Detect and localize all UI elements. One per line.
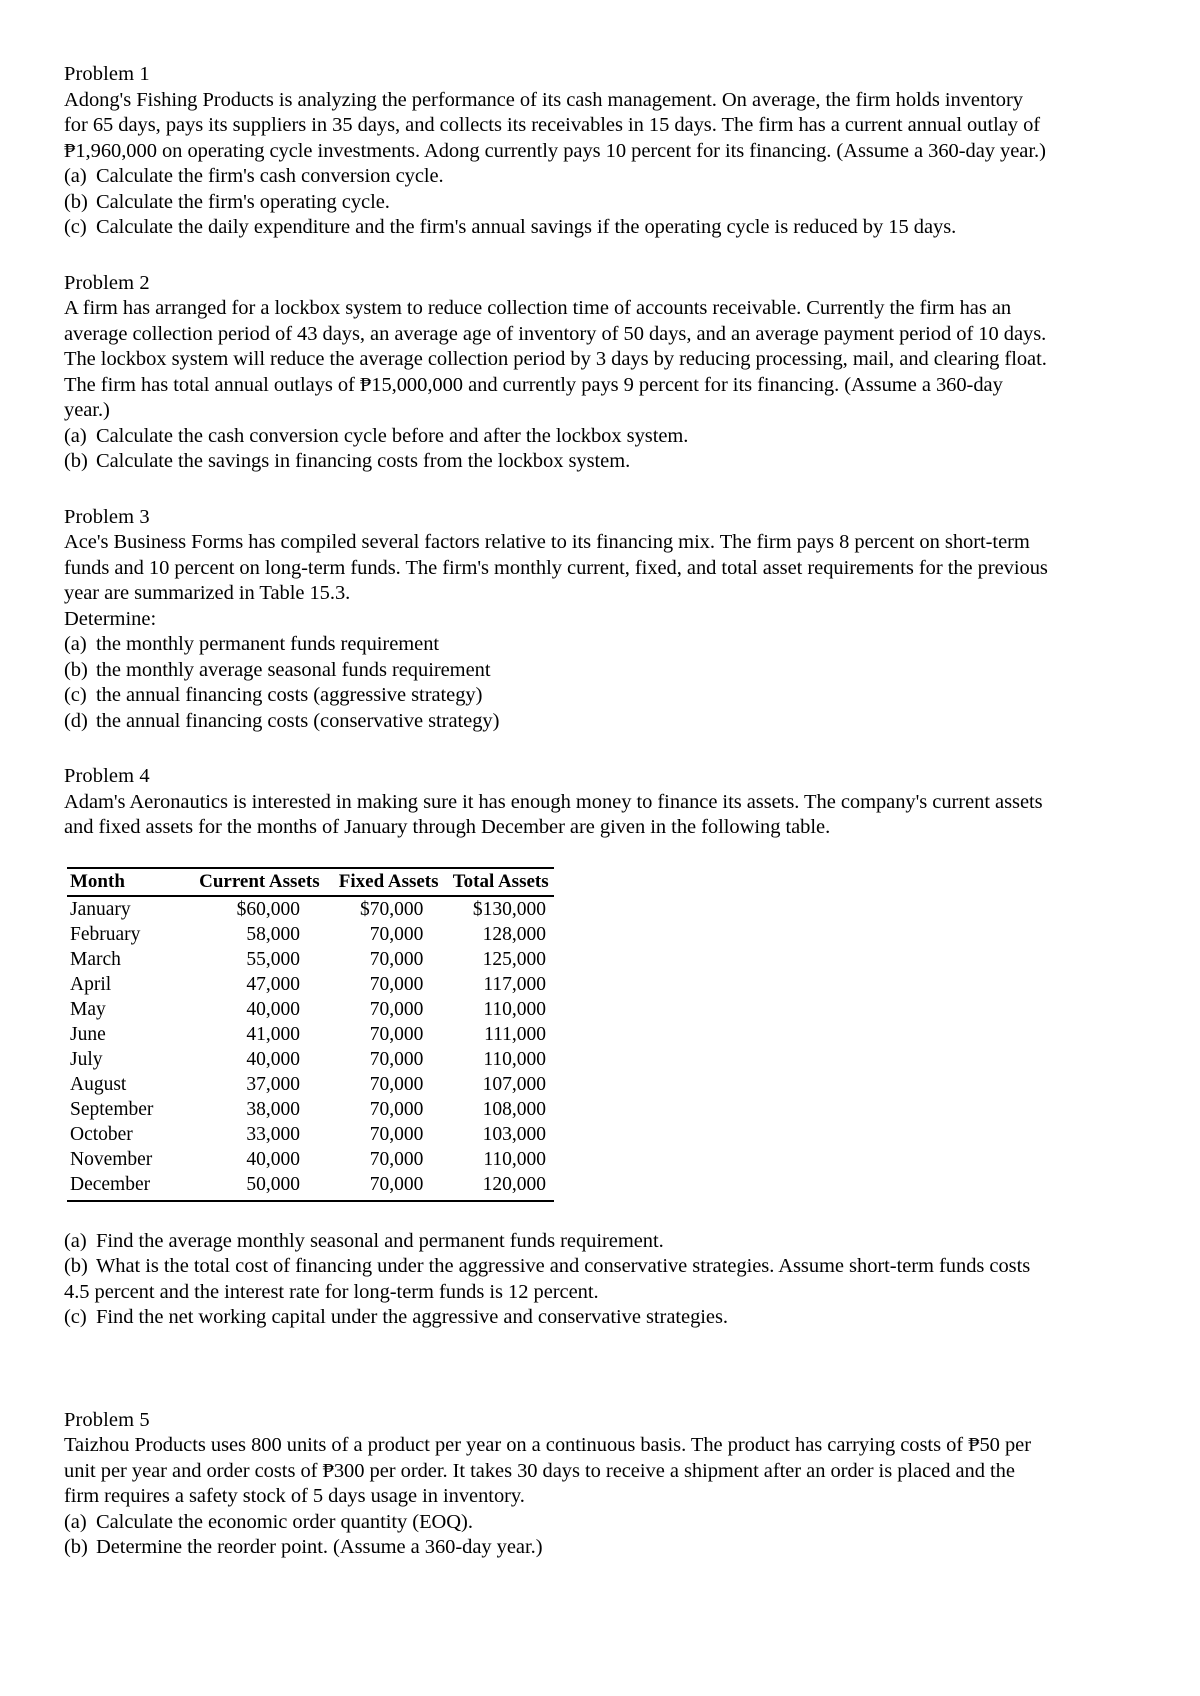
problem-2-subitems (64, 424, 1050, 475)
table-row (67, 1047, 554, 1072)
item-text: Calculate the economic order quantity (EOQ). (96, 1510, 473, 1533)
table-row (67, 1097, 554, 1122)
cell-current-assets: 40,000 (246, 1148, 300, 1170)
list-item (64, 215, 1050, 241)
cell-total-assets: 125,000 (482, 948, 546, 970)
item-text: the annual financing costs (conservative strategy) (96, 709, 500, 732)
item-marker: (a) (64, 1510, 87, 1533)
list-item (64, 1305, 1050, 1331)
cell-month: May (70, 998, 106, 1020)
item-marker: (b) (64, 450, 88, 472)
item-marker: (c) (64, 216, 87, 238)
cell-month: August (70, 1073, 127, 1095)
cell-month: November (70, 1148, 153, 1170)
table-header-row (67, 868, 554, 897)
cell-fixed-assets: 70,000 (369, 1048, 424, 1070)
cell-month: July (70, 1048, 103, 1070)
cell-month: September (70, 1098, 154, 1120)
problem-1-subitems (64, 164, 1050, 241)
cell-total-assets: 108,000 (482, 1098, 546, 1120)
cell-fixed-assets: 70,000 (369, 948, 424, 970)
cell-current-assets: 50,000 (189, 1172, 330, 1200)
problem-5-subitems (64, 1510, 1050, 1561)
assets-table-container (67, 867, 554, 1202)
assets-table (67, 867, 554, 1202)
cell-month: February (70, 923, 141, 945)
cell-month: June (70, 1023, 106, 1045)
column-header-month: Month (67, 868, 189, 897)
list-item (64, 424, 1050, 450)
problem-2-heading: Problem 2 (64, 271, 150, 294)
problem-3-block (64, 505, 1050, 735)
cell-current-assets: 37,000 (246, 1073, 300, 1095)
item-text: Calculate the daily expenditure and the firm's annual savings if the operating cycle is reduced by 15 days. (96, 216, 957, 238)
problem-5-body: Taizhou Products uses 800 units of a product per year on a continuous basis. The product has carrying costs of ₱50 per unit per year and order costs of ₱300 per order. It takes 30 days to receive a shipment after an order is placed and the firm requires a safety stock of 5 days usage in inventory. (64, 1434, 1031, 1508)
list-item (64, 658, 1050, 684)
column-header-total-assets: Total Assets (447, 868, 554, 897)
cell-month: January (70, 898, 131, 920)
cell-month: October (70, 1123, 133, 1145)
item-marker: (b) (64, 1536, 88, 1559)
problem-1-heading: Problem 1 (64, 63, 150, 85)
problem-4-subitems (64, 1229, 1050, 1331)
cell-fixed-assets: 70,000 (369, 973, 424, 995)
item-marker: (d) (64, 709, 88, 732)
cell-total-assets: $130,000 (472, 898, 546, 920)
list-item (64, 449, 1050, 475)
table-row (67, 896, 554, 922)
table-row (67, 1122, 554, 1147)
cell-current-assets: 38,000 (246, 1098, 300, 1120)
item-text: Calculate the savings in financing costs from the lockbox system. (96, 450, 631, 472)
cell-current-assets: 58,000 (246, 923, 300, 945)
item-marker: (b) (64, 190, 88, 213)
item-text: the annual financing costs (aggressive strategy) (96, 684, 483, 706)
problem-2-body: A firm has arranged for a lockbox system to reduce collection time of accounts receivable. Currently the firm has an average collection period of 43 days, an average age of inventory of 50 days, and an average payment period of 10 days. The lockbox system will reduce the average collection period by 3 days by reducing processing, mail, and clearing float. The firm has total annual outlays of ₱15,000,000 and currently pays 9 percent for its financing. (Assume a 360-day year.) (64, 297, 1047, 421)
cell-current-assets: 40,000 (246, 998, 300, 1020)
cell-fixed-assets: 70,000 (369, 1073, 424, 1095)
item-text: Find the net working capital under the aggressive and conservative strategies. (96, 1306, 728, 1329)
problem-4-body: Adam's Aeronautics is interested in making sure it has enough money to finance its assets. The company's current assets and fixed assets for the months of January through December are given in the following table. (64, 790, 1043, 838)
item-text: What is the total cost of financing under the aggressive and conservative strategies. Assume short-term funds costs 4.5 percent and the interest rate for long-term funds is 12 percent. (64, 1255, 1031, 1303)
cell-total-assets: 107,000 (482, 1073, 546, 1095)
problem-3-body: Ace's Business Forms has compiled several factors relative to its financing mix. The firm pays 8 percent on short-term funds and 10 percent on long-term funds. The firm's monthly current, fixed, and total asset requirements for the previous year are summarized in Table 15.3. (64, 531, 1048, 604)
cell-current-assets: 41,000 (246, 1023, 300, 1045)
item-text: the monthly average seasonal funds requirement (96, 658, 491, 681)
cell-fixed-assets: 70,000 (369, 998, 424, 1020)
section-spacer (64, 1361, 1050, 1408)
problem-1-body: Adong's Fishing Products is analyzing the performance of its cash management. On average, the firm holds inventory for 65 days, pays its suppliers in 35 days, and collects its receivables in 15 days. The firm has a current annual outlay of ₱1,960,000 on operating cycle investments. Adong currently pays 10 percent for its financing. (Assume a 360-day year.) (64, 88, 1046, 162)
cell-total-assets: 111,000 (484, 1023, 546, 1045)
item-marker: (b) (64, 658, 88, 681)
problem-5-heading: Problem 5 (64, 1408, 150, 1431)
list-item (64, 683, 1050, 709)
cell-current-assets: 47,000 (246, 973, 300, 995)
table-row (67, 947, 554, 972)
table-row (67, 1147, 554, 1172)
item-text: Calculate the firm's operating cycle. (96, 190, 390, 213)
item-text: Calculate the firm's cash conversion cycle. (96, 165, 444, 187)
table-row (67, 1022, 554, 1047)
list-item (64, 1535, 1050, 1561)
item-text: Find the average monthly seasonal and permanent funds requirement. (96, 1229, 664, 1252)
problem-2-block (64, 271, 1050, 475)
list-item (64, 190, 1050, 216)
assets-table-head (67, 868, 554, 897)
cell-total-assets: 110,000 (483, 998, 546, 1020)
assets-table-body (67, 896, 554, 1200)
cell-fixed-assets: 70,000 (369, 923, 424, 945)
problem-4-block (64, 764, 1050, 1331)
list-item (64, 1229, 1050, 1255)
cell-fixed-assets: $70,000 (359, 898, 424, 920)
cell-month: April (70, 973, 112, 995)
problem-5-block (64, 1408, 1050, 1561)
item-marker: (b) (64, 1255, 88, 1278)
cell-total-assets: 128,000 (482, 923, 546, 945)
cell-fixed-assets: 70,000 (330, 1172, 447, 1200)
list-item (64, 632, 1050, 658)
column-header-current-assets: Current Assets (189, 868, 330, 897)
cell-month: December (67, 1172, 189, 1200)
item-marker: (a) (64, 165, 87, 187)
problem-4-heading: Problem 4 (64, 765, 150, 787)
cell-month: March (70, 948, 121, 970)
problem-3-lead-in: Determine: (64, 607, 157, 630)
cell-total-assets: 117,000 (483, 973, 546, 995)
cell-fixed-assets: 70,000 (369, 1148, 424, 1170)
cell-total-assets: 120,000 (447, 1172, 554, 1200)
list-item (64, 1254, 1050, 1305)
problem-1-block (64, 62, 1050, 241)
table-row (67, 972, 554, 997)
cell-current-assets: $60,000 (236, 898, 300, 920)
list-item (64, 1510, 1050, 1536)
cell-total-assets: 110,000 (483, 1148, 546, 1170)
problem-3-heading: Problem 3 (64, 505, 150, 528)
table-row (67, 997, 554, 1022)
list-item (64, 709, 1050, 735)
cell-current-assets: 55,000 (246, 948, 300, 970)
cell-current-assets: 40,000 (246, 1048, 300, 1070)
cell-total-assets: 103,000 (482, 1123, 546, 1145)
table-row (67, 1072, 554, 1097)
column-header-fixed-assets: Fixed Assets (330, 868, 447, 897)
list-item (64, 164, 1050, 190)
item-marker: (a) (64, 1229, 87, 1252)
item-marker: (a) (64, 424, 87, 447)
cell-total-assets: 110,000 (483, 1048, 546, 1070)
problem-3-subitems (64, 632, 1050, 734)
cell-fixed-assets: 70,000 (369, 1123, 424, 1145)
table-row (67, 922, 554, 947)
item-marker: (c) (64, 1306, 87, 1329)
cell-current-assets: 33,000 (246, 1123, 300, 1145)
item-marker: (c) (64, 684, 87, 706)
cell-fixed-assets: 70,000 (369, 1098, 424, 1120)
table-row (67, 1172, 554, 1200)
item-text: Determine the reorder point. (Assume a 360-day year.) (96, 1536, 543, 1559)
cell-fixed-assets: 70,000 (369, 1023, 424, 1045)
item-text: the monthly permanent funds requirement (96, 633, 440, 655)
item-text: Calculate the cash conversion cycle before and after the lockbox system. (96, 424, 689, 447)
item-marker: (a) (64, 633, 87, 655)
